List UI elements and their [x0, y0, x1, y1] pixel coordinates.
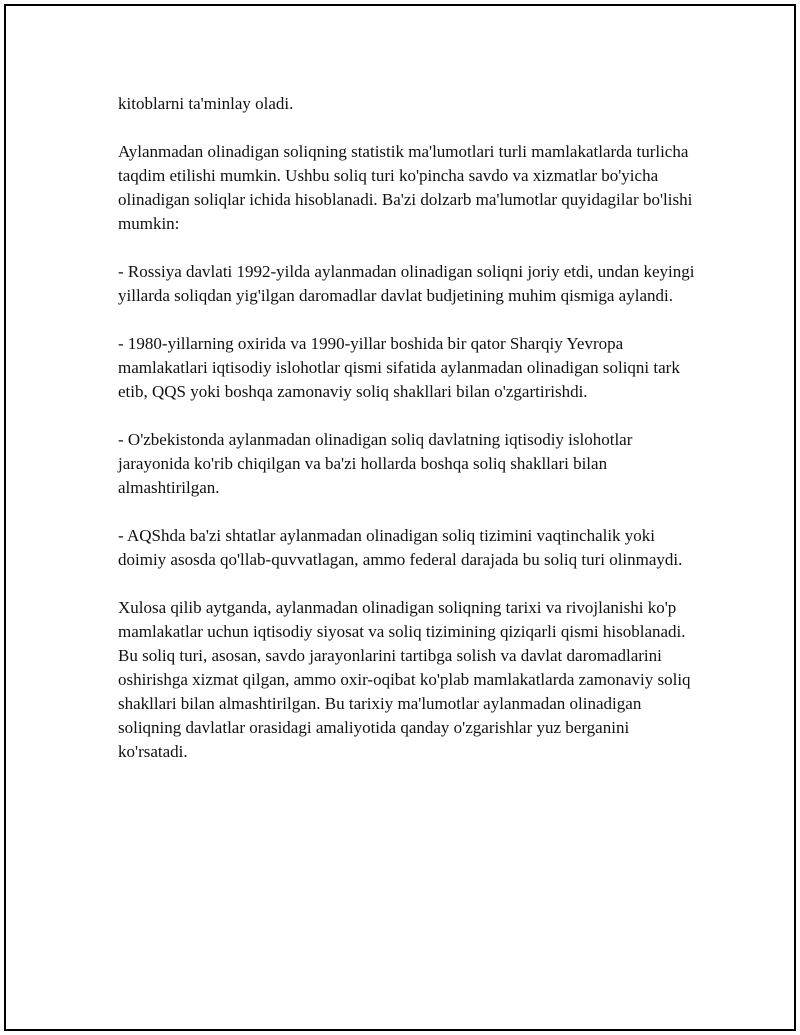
document-body — [118, 92, 698, 788]
paragraph-continuation: kitoblarni ta'minlay oladi. — [118, 94, 294, 113]
list-item-russia: - Rossiya davlati 1992-yilda aylanmadan olinadigan soliqni joriy etdi, undan keyingi yillarda soliqdan yig'ilgan daromadlar davlat budjetining muhim qismiga aylandi. — [118, 262, 695, 305]
paragraph-conclusion: Xulosa qilib aytganda, aylanmadan olinadigan soliqning tarixi va rivojlanishi ko'p mamlakatlar uchun iqtisodiy siyosat va soliq tizimining qiziqarli qismi hisoblanadi. Bu soliq turi, asosan, savdo jarayonlarini tartibga solish va davlat daromadlarini oshirishga xizmat qilgan, ammo oxir-oqibat ko'plab mamlakatlarda zamonaviy soliq shakllari bilan almashtirilgan. Bu tarixiy ma'lumotlar aylanmadan olinadigan soliqning davlatlar orasidagi amaliyotida qanday o'zgarishlar yuz berganini ko'rsatadi. — [118, 598, 691, 761]
list-item-usa: - AQShda ba'zi shtatlar aylanmadan olinadigan soliq tizimini vaqtinchalik yoki doimiy asosda qo'llab-quvvatlagan, ammo federal darajada bu soliq turi olinmaydi. — [118, 526, 683, 569]
paragraph-statistics-intro: Aylanmadan olinadigan soliqning statistik ma'lumotlari turli mamlakatlarda turlicha taqdim etilishi mumkin. Ushbu soliq turi ko'pincha savdo va xizmatlar bo'yicha olinadigan soliqlar ichida hisoblanadi. Ba'zi dolzarb ma'lumotlar quyidagilar bo'lishi mumkin: — [118, 142, 693, 233]
list-item-uzbekistan: - O'zbekistonda aylanmadan olinadigan soliq davlatning iqtisodiy islohotlar jarayonida ko'rib chiqilgan va ba'zi hollarda boshqa soliq shakllari bilan almashtirilgan. — [118, 430, 633, 497]
list-item-eastern-europe: - 1980-yillarning oxirida va 1990-yillar boshida bir qator Sharqiy Yevropa mamlakatlari iqtisodiy islohotlar qismi sifatida aylanmadan olinadigan soliqni tark etib, QQS yoki boshqa zamonaviy soliq shakllari bilan o'zgartirishdi. — [118, 334, 680, 401]
